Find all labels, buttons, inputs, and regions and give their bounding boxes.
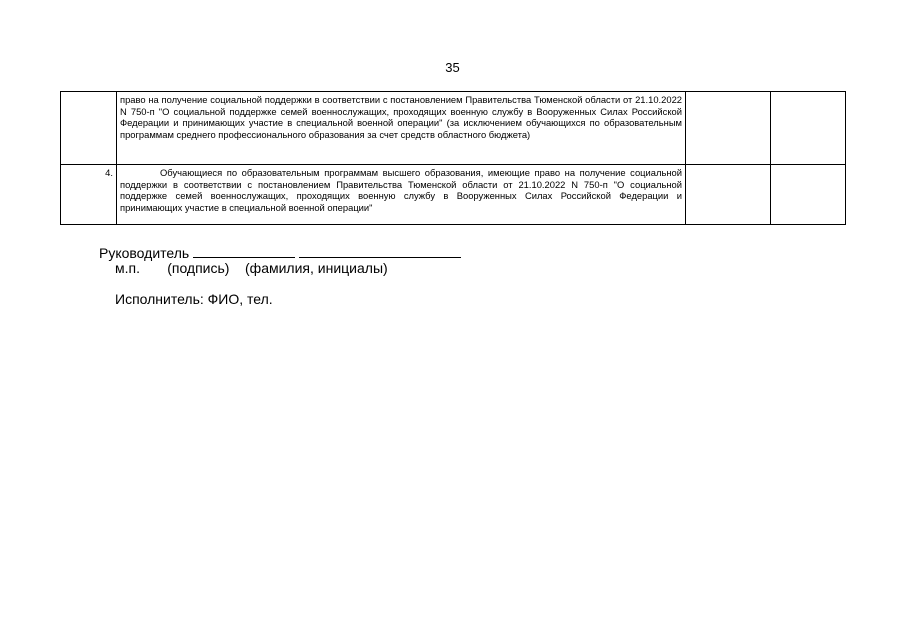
signature-line[interactable] [193,243,295,258]
page-number: 35 [445,60,460,75]
table-row [61,165,846,225]
table-row [61,92,846,165]
row-value-cell [771,165,846,225]
row-number-cell [61,92,117,165]
row-description-cell: право на получение социальной поддержки в соответствии с постановлением Правительства Тюменской области от 21.10.2022 N 750-п "О социальной поддержке семей военнослужащих, проходящих военную службу в Вооруженных Силах Российской Федерации и принимающих участие в специальной военной операции" (за исключением обучающихся по образовательным программам среднего профессионального образования за счет средств областного бюджета) [117,92,686,165]
row-number-cell: 4. [61,165,117,225]
signature-captions: м.п. (подпись) (фамилия, инициалы) [115,260,388,276]
document-table [60,91,846,225]
row-description-text: Обучающиеся по образовательным программам высшего образования, имеющие право на получение социальной поддержки в соответствии с постановлением Правительства Тюменской области от 21.10.2022 N 750-п "О социальной поддержке семей военнослужащих, проходящих военную службу в Вооруженных Силах Российской Федерации и принимающих участие в специальной военной операции" [120,167,682,213]
row-value-cell [771,92,846,165]
signature-label: Руководитель [99,245,190,261]
row-description-cell [117,165,686,225]
executor-line: Исполнитель: ФИО, тел. [115,291,273,307]
name-line[interactable] [299,243,461,258]
row-value-cell [686,165,771,225]
row-value-cell [686,92,771,165]
